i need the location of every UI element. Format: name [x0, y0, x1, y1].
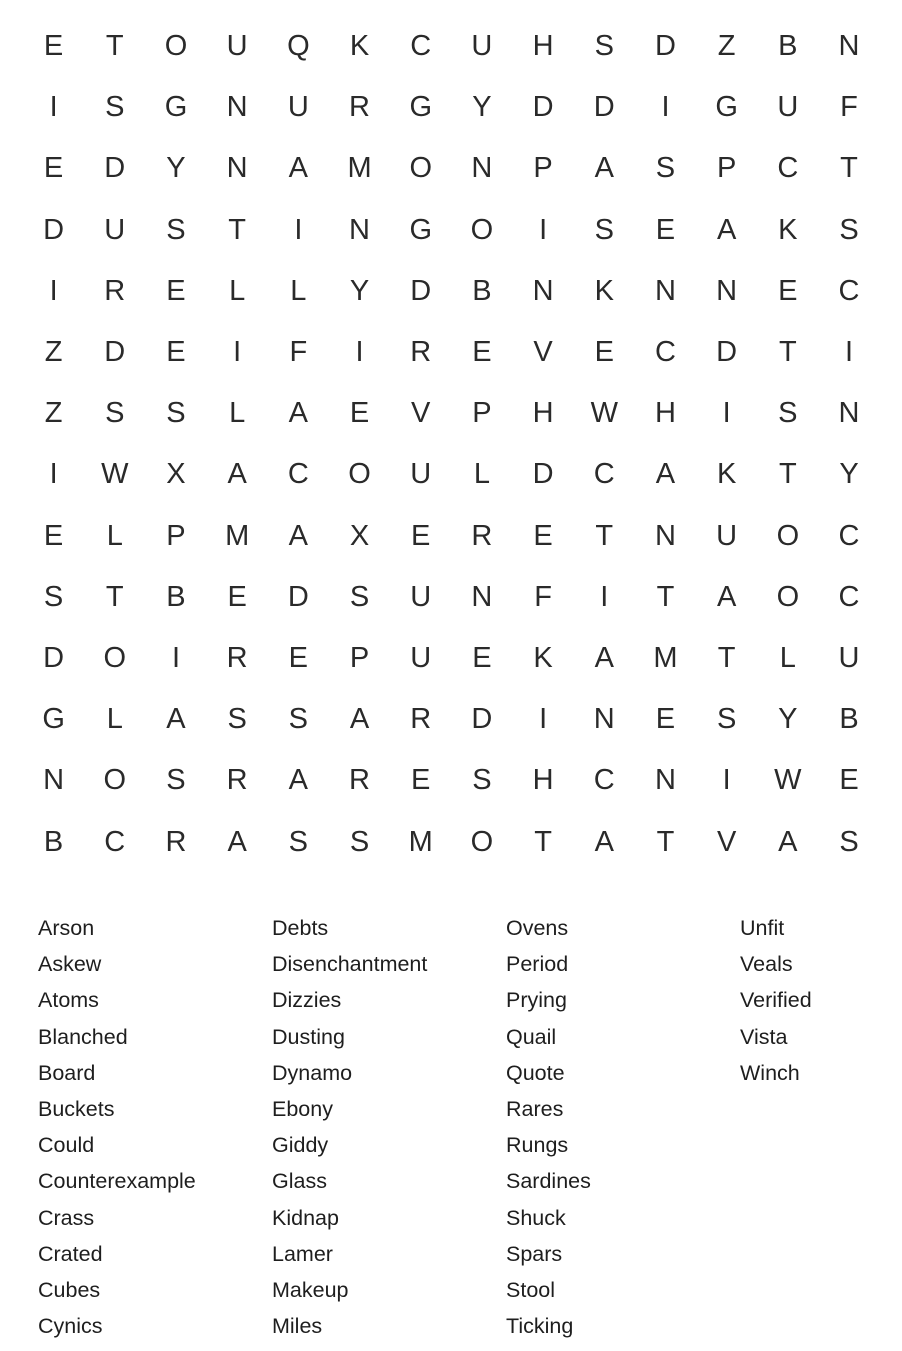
grid-cell[interactable]: O	[776, 580, 800, 613]
grid-cell[interactable]: S	[166, 764, 186, 797]
grid-cell[interactable]: E	[472, 336, 492, 369]
grid-cell[interactable]: S	[349, 825, 370, 858]
grid-cell[interactable]: Q	[287, 30, 310, 63]
grid-cell[interactable]: D	[716, 336, 738, 369]
grid-row	[23, 506, 883, 567]
grid-cell[interactable]: O	[103, 764, 127, 797]
grid-cell[interactable]: K	[533, 641, 553, 674]
word-list-item: Crass	[38, 1205, 95, 1230]
grid-cell[interactable]: Y	[166, 152, 186, 185]
grid-cell[interactable]: A	[166, 703, 186, 736]
grid-cell[interactable]: H	[532, 30, 554, 63]
grid-cell[interactable]: P	[472, 397, 492, 430]
word-list-item: Ticking	[506, 1314, 574, 1339]
word-list-item: Counterexample	[38, 1169, 196, 1194]
word-list-item: Winch	[740, 1060, 800, 1085]
word-list-item: Buckets	[38, 1096, 115, 1121]
grid-cell[interactable]: D	[43, 641, 65, 674]
grid-cell[interactable]: E	[166, 336, 186, 369]
grid-row	[23, 261, 883, 322]
grid-cell[interactable]: D	[471, 703, 493, 736]
grid-cell[interactable]: A	[716, 580, 737, 613]
grid-cell[interactable]: Z	[717, 30, 736, 63]
word-list-item: Sardines	[506, 1169, 591, 1194]
grid-row	[23, 322, 883, 383]
grid-cell[interactable]: L	[106, 703, 123, 736]
grid-cell[interactable]: N	[471, 580, 493, 613]
grid-cell[interactable]: D	[532, 458, 554, 491]
grid-cell[interactable]: T	[105, 580, 124, 613]
grid-cell[interactable]: E	[227, 580, 247, 613]
grid-cell[interactable]: L	[229, 397, 246, 430]
word-list-item: Prying	[506, 988, 567, 1013]
word-list-item: Dusting	[272, 1024, 345, 1049]
grid-cell[interactable]: S	[105, 397, 125, 430]
grid-cell[interactable]: C	[104, 825, 126, 858]
grid-cell[interactable]: E	[166, 274, 186, 307]
grid-cell[interactable]: D	[532, 91, 554, 124]
grid-cell[interactable]: R	[226, 641, 248, 674]
grid-row	[23, 16, 883, 77]
grid-cell[interactable]: A	[288, 152, 309, 185]
word-list-item: Vista	[740, 1024, 788, 1049]
grid-cell[interactable]: H	[532, 397, 554, 430]
grid-cell[interactable]: N	[593, 703, 615, 736]
word-list-item: Askew	[38, 952, 102, 977]
grid-cell[interactable]: S	[839, 213, 859, 246]
grid-cell[interactable]: R	[349, 91, 370, 124]
grid-cell[interactable]: N	[532, 274, 554, 307]
word-list-item: Veals	[740, 952, 793, 977]
grid-cell[interactable]: V	[411, 397, 431, 430]
grid-cell[interactable]: D	[287, 580, 309, 613]
word-list-item: Cubes	[38, 1277, 101, 1302]
grid-cell[interactable]: L	[290, 274, 307, 307]
grid-row	[23, 811, 883, 872]
word-list-item: Rares	[506, 1096, 564, 1121]
grid-cell[interactable]: U	[838, 641, 860, 674]
grid-cell[interactable]: C	[777, 152, 799, 185]
grid-cell[interactable]: R	[471, 519, 493, 552]
grid-cell[interactable]: S	[288, 703, 309, 736]
word-list-item: Ovens	[506, 916, 569, 940]
grid-cell[interactable]: V	[533, 336, 553, 369]
grid-cell[interactable]: U	[226, 30, 248, 63]
word-list-item: Glass	[272, 1169, 327, 1194]
grid-cell[interactable]: E	[594, 336, 614, 369]
grid-cell[interactable]: K	[594, 274, 614, 307]
grid-cell[interactable]: O	[470, 213, 494, 246]
grid-cell[interactable]: C	[838, 274, 860, 307]
grid-row	[23, 750, 883, 811]
grid-cell[interactable]: R	[410, 703, 432, 736]
grid-cell[interactable]: G	[409, 213, 432, 246]
word-list-item: Dynamo	[272, 1060, 353, 1085]
grid-row	[23, 444, 883, 505]
grid-cell[interactable]: P	[166, 519, 186, 552]
grid-cell[interactable]: I	[171, 641, 180, 674]
grid-cell[interactable]: X	[349, 519, 370, 552]
grid-cell[interactable]: L	[106, 519, 123, 552]
grid-cell[interactable]: Y	[778, 703, 798, 736]
grid-cell[interactable]: A	[778, 825, 798, 858]
word-list-item: Spars	[506, 1241, 563, 1266]
grid-cell[interactable]: R	[165, 825, 187, 858]
grid-cell[interactable]: O	[470, 825, 494, 858]
grid-cell[interactable]: H	[532, 764, 554, 797]
grid-cell[interactable]: O	[103, 641, 127, 674]
word-list-item: Makeup	[272, 1277, 349, 1302]
grid-cell[interactable]: G	[409, 91, 432, 124]
grid-cell[interactable]: I	[845, 336, 854, 369]
grid-cell[interactable]: K	[716, 458, 737, 491]
grid-cell[interactable]: N	[349, 213, 370, 246]
word-list-item: Board	[38, 1060, 96, 1085]
grid-cell[interactable]: G	[42, 703, 65, 736]
grid-cell[interactable]: F	[289, 336, 308, 369]
grid-cell[interactable]: I	[49, 458, 58, 491]
grid-row	[23, 200, 883, 261]
grid-cell[interactable]: B	[472, 274, 492, 307]
grid-cell[interactable]: S	[594, 213, 614, 246]
word-list-item: Rungs	[506, 1133, 569, 1158]
word-list-item: Blanched	[38, 1024, 128, 1049]
grid-cell[interactable]: D	[104, 152, 126, 185]
grid-cell[interactable]: U	[104, 213, 126, 246]
grid-cell[interactable]: T	[778, 336, 797, 369]
grid-cell[interactable]: B	[43, 825, 64, 858]
grid-cell[interactable]: E	[655, 703, 676, 736]
grid-cell[interactable]: C	[838, 580, 860, 613]
grid-cell[interactable]: N	[838, 397, 860, 430]
word-list-item: Atoms	[38, 988, 99, 1013]
word-list-column	[506, 910, 740, 1344]
grid-cell[interactable]: C	[410, 30, 432, 63]
grid-cell[interactable]: E	[43, 30, 64, 63]
grid-cell[interactable]: T	[105, 30, 124, 63]
grid-cell[interactable]: U	[287, 91, 309, 124]
grid-row	[23, 138, 883, 199]
grid-cell[interactable]: V	[716, 825, 737, 858]
grid-cell[interactable]: E	[411, 519, 431, 552]
grid-cell[interactable]: L	[229, 274, 246, 307]
grid-cell[interactable]: G	[715, 91, 738, 124]
word-list-item: Miles	[272, 1314, 323, 1339]
grid-cell[interactable]: I	[600, 580, 609, 613]
grid-cell[interactable]: R	[349, 764, 370, 797]
grid-cell[interactable]: B	[166, 580, 186, 613]
grid-row	[23, 77, 883, 138]
grid-cell[interactable]: S	[594, 30, 614, 63]
grid-cell[interactable]: C	[654, 336, 676, 369]
grid-cell[interactable]: H	[654, 397, 676, 430]
grid-cell[interactable]: N	[716, 274, 738, 307]
grid-cell[interactable]: O	[164, 30, 188, 63]
word-list-item: Period	[506, 952, 569, 977]
grid-cell[interactable]: C	[838, 519, 860, 552]
grid-cell[interactable]: A	[349, 703, 370, 736]
grid-cell[interactable]: N	[226, 152, 248, 185]
word-list-item: Unfit	[740, 916, 785, 940]
grid-cell[interactable]: N	[654, 764, 676, 797]
grid-cell[interactable]: N	[226, 91, 248, 124]
grid-cell[interactable]: D	[593, 91, 615, 124]
grid-cell[interactable]: I	[294, 213, 303, 246]
grid-cell[interactable]: O	[776, 519, 800, 552]
grid-cell[interactable]: S	[655, 152, 676, 185]
grid-cell[interactable]: S	[105, 91, 125, 124]
grid-cell[interactable]: D	[654, 30, 676, 63]
grid-cell[interactable]: I	[355, 336, 364, 369]
word-list-item: Lamer	[272, 1241, 333, 1266]
grid-cell[interactable]: R	[226, 764, 248, 797]
word-list-item: Ebony	[272, 1096, 333, 1121]
word-list-item: Kidnap	[272, 1205, 339, 1230]
grid-cell[interactable]: M	[408, 825, 433, 858]
grid-cell[interactable]: K	[349, 30, 370, 63]
grid-cell[interactable]: T	[656, 825, 675, 858]
grid-cell[interactable]: I	[661, 91, 670, 124]
grid-cell[interactable]: O	[409, 152, 432, 185]
grid-cell[interactable]: Z	[44, 397, 63, 430]
grid-cell[interactable]: Y	[349, 274, 370, 307]
word-list-item: Cynics	[38, 1314, 103, 1339]
grid-cell[interactable]: Y	[472, 91, 492, 124]
grid-cell[interactable]: C	[593, 458, 615, 491]
grid-cell[interactable]: A	[655, 458, 676, 491]
grid-cell[interactable]: L	[779, 641, 796, 674]
word-list-item: Giddy	[272, 1133, 329, 1158]
word-list-item: Disenchantment	[272, 952, 428, 977]
grid-cell[interactable]: E	[349, 397, 370, 430]
grid-cell[interactable]: S	[472, 764, 492, 797]
grid-cell[interactable]: S	[716, 703, 737, 736]
grid-cell[interactable]: U	[777, 91, 799, 124]
grid-row	[23, 628, 883, 689]
grid-cell[interactable]: S	[778, 397, 798, 430]
word-list-column	[740, 910, 902, 1344]
grid-cell[interactable]: N	[654, 274, 676, 307]
grid-cell[interactable]: W	[101, 458, 129, 491]
grid-cell[interactable]: I	[539, 703, 548, 736]
grid-cell[interactable]: A	[227, 825, 247, 858]
grid-cell[interactable]: I	[233, 336, 242, 369]
word-list-item: Crated	[38, 1241, 103, 1266]
grid-cell[interactable]: G	[164, 91, 188, 124]
word-list-item: Could	[38, 1133, 95, 1158]
word-list-item: Verified	[740, 988, 812, 1013]
grid-cell[interactable]: S	[166, 397, 186, 430]
grid-cell[interactable]: K	[778, 213, 798, 246]
grid-cell[interactable]: P	[716, 152, 737, 185]
grid-cell[interactable]: E	[43, 152, 64, 185]
grid-cell[interactable]: C	[287, 458, 309, 491]
grid-cell[interactable]: B	[839, 703, 859, 736]
grid-cell[interactable]: S	[839, 825, 859, 858]
grid-cell[interactable]: A	[288, 764, 309, 797]
grid-cell[interactable]: I	[539, 213, 548, 246]
grid-row	[23, 383, 883, 444]
grid-cell[interactable]: M	[225, 519, 250, 552]
grid-cell[interactable]: R	[104, 274, 126, 307]
grid-cell[interactable]: N	[838, 30, 860, 63]
word-list-item: Quail	[506, 1024, 557, 1049]
grid-cell[interactable]: L	[473, 458, 490, 491]
grid-cell[interactable]: B	[778, 30, 798, 63]
grid-cell[interactable]: F	[840, 91, 858, 124]
grid-cell[interactable]: W	[774, 764, 802, 797]
grid-cell[interactable]: D	[104, 336, 126, 369]
letter-grid	[23, 16, 883, 873]
grid-cell[interactable]: E	[411, 764, 431, 797]
grid-cell[interactable]: S	[166, 213, 186, 246]
grid-cell[interactable]: T	[534, 825, 552, 858]
word-list-item: Arson	[38, 916, 95, 940]
grid-cell[interactable]: U	[410, 458, 432, 491]
grid-cell[interactable]: A	[594, 825, 614, 858]
grid-row	[23, 689, 883, 750]
word-list	[38, 910, 902, 1344]
grid-cell[interactable]: A	[227, 458, 247, 491]
grid-cell[interactable]: T	[840, 152, 858, 185]
grid-cell[interactable]: R	[410, 336, 432, 369]
grid-cell[interactable]: I	[722, 397, 731, 430]
grid-cell[interactable]: P	[533, 152, 553, 185]
grid-cell[interactable]: A	[594, 641, 614, 674]
word-list-item: Debts	[272, 916, 329, 940]
grid-cell[interactable]: S	[43, 580, 64, 613]
grid-cell[interactable]: N	[43, 764, 65, 797]
grid-cell[interactable]: T	[778, 458, 797, 491]
grid-cell[interactable]: S	[227, 703, 247, 736]
grid-cell[interactable]: W	[590, 397, 618, 430]
grid-cell[interactable]: D	[43, 213, 65, 246]
grid-cell[interactable]: T	[595, 519, 614, 552]
grid-cell[interactable]: X	[166, 458, 186, 491]
grid-cell[interactable]: I	[722, 764, 731, 797]
grid-cell[interactable]: N	[654, 519, 676, 552]
grid-cell[interactable]: Z	[44, 336, 63, 369]
grid-cell[interactable]: U	[471, 30, 493, 63]
word-list-item: Stool	[506, 1277, 556, 1302]
grid-cell[interactable]: P	[349, 641, 370, 674]
grid-cell[interactable]: C	[593, 764, 615, 797]
grid-cell[interactable]: A	[594, 152, 614, 185]
grid-cell[interactable]: T	[717, 641, 736, 674]
grid-cell[interactable]: E	[472, 641, 492, 674]
grid-cell[interactable]: A	[288, 397, 309, 430]
grid-cell[interactable]: F	[534, 580, 552, 613]
grid-cell[interactable]: E	[655, 213, 676, 246]
grid-cell[interactable]: O	[348, 458, 371, 491]
grid-cell[interactable]: I	[49, 274, 58, 307]
grid-cell[interactable]: E	[43, 519, 64, 552]
grid-cell[interactable]: I	[49, 91, 58, 124]
grid-cell[interactable]: A	[288, 519, 309, 552]
grid-cell[interactable]: A	[716, 213, 737, 246]
grid-cell[interactable]: T	[656, 580, 675, 613]
word-list-item: Shuck	[506, 1205, 566, 1230]
grid-cell[interactable]: E	[533, 519, 553, 552]
grid-cell[interactable]: S	[349, 580, 370, 613]
grid-cell[interactable]: M	[347, 152, 372, 185]
grid-cell[interactable]: E	[288, 641, 309, 674]
grid-row	[23, 567, 883, 628]
grid-cell[interactable]: U	[716, 519, 738, 552]
grid-cell[interactable]: U	[410, 580, 432, 613]
grid-cell[interactable]: D	[410, 274, 432, 307]
grid-cell[interactable]: Y	[839, 458, 859, 491]
grid-cell[interactable]: U	[410, 641, 432, 674]
grid-cell[interactable]: M	[653, 641, 678, 674]
grid-cell[interactable]: E	[839, 764, 859, 797]
grid-cell[interactable]: S	[288, 825, 309, 858]
word-list-item: Dizzies	[272, 988, 342, 1013]
grid-cell[interactable]: N	[471, 152, 493, 185]
grid-cell[interactable]: E	[778, 274, 798, 307]
grid-cell[interactable]: T	[228, 213, 247, 246]
word-list-column	[272, 910, 506, 1344]
word-list-column	[38, 910, 272, 1344]
word-list-item: Quote	[506, 1060, 565, 1085]
